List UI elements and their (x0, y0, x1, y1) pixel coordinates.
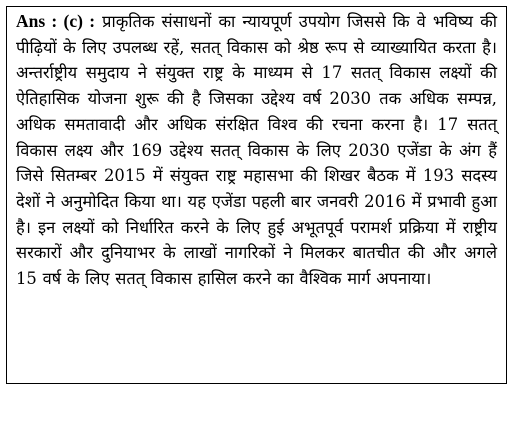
answer-body: प्राकृतिक संसाधनों का न्यायपूर्ण उपयोग जिससे कि वे भविष्य की पीढ़ियों के लिए उपलब्ध रहें, सतत् विकास को श्रेष्ठ रूप से व्याख्यायित करता है। अन्तर्राष्ट्रीय समुदाय ने संयुक्त राष्ट्र के माध्यम से 17 सतत् विकास लक्ष्यों की ऐतिहासिक योजना शुरू की है जिसका उद्देश्य वर्ष 2030 तक अधिक सम्पन्न, अधिक समतावादी और अधिक संरक्षित विश्व की रचना करना है। 17 सतत् विकास लक्ष्य और 169 उद्देश्य सतत् विकास के लिए 2030 एजेंडा के अंग हैं जिसे सितम्बर 2015 में संयुक्त राष्ट्र महासभा की शिखर बैठक में 193 सदस्य देशों ने अनुमोदित किया था। यह एजेंडा पहली बार जनवरी 2016 में प्रभावी हुआ है। इन लक्ष्यों को निर्धारित करने के लिए हुई अभूतपूर्व परामर्श प्रक्रिया में राष्ट्रीय सरकारों और दुनियाभर के लाखों नागरिकों ने मिलकर बातचीत की और अगले 15 वर्ष के लिए सतत् विकास हासिल करने का वैश्विक मार्ग अपनाया। (16, 12, 497, 289)
answer-paragraph (16, 9, 497, 292)
answer-label: Ans : (c) : (16, 11, 96, 31)
answer-box (6, 6, 507, 384)
